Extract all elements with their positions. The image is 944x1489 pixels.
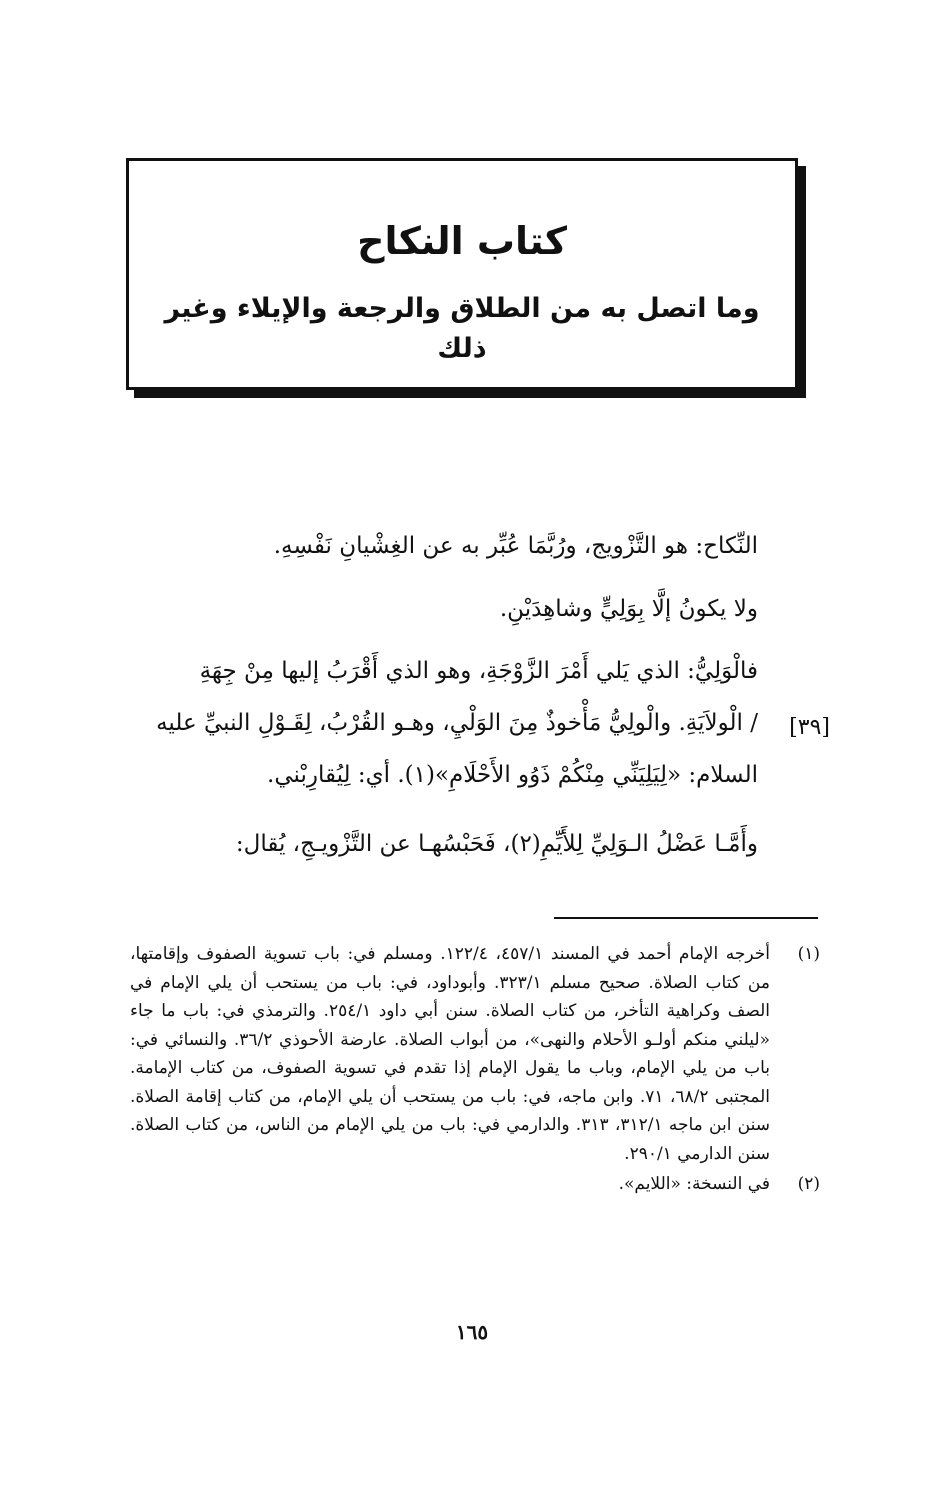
footnote-divider: [554, 917, 818, 919]
chapter-subtitle: وما اتصل به من الطلاق والرجعة والإيلاء وغير ذلك: [164, 293, 760, 364]
paragraph-wali-definition: [118, 645, 758, 801]
footnote-text: أخرجه الإمام أحمد في المسند ٤٥٧/١، ١٢٢/٤. ومسلم في: باب تسوية الصفوف وإقامتها، من كتاب الصلاة. صحيح مسلم ٣٢٣/١. وأبوداود، في: باب من يستحب أن يلي الإمام في الصف وكراهية التأخر، من كتاب الصلاة. سنن أبي داود ٢٥٤/١. والترمذي في: باب ما جاء «ليلني منكم أولـو الأحلام والنهى»، من أبواب الصلاة. عارضة الأحوذي ٣٦/٢. والنسائي في: باب من يلي الإمام، وباب ما يقول الإمام إذا تقدم في تسوية الصفوف، من كتاب الإمامة. المجتبى ٦٨/٢، ٧١. وابن ماجه، في: باب من يستحب أن يلي الإمام، من كتاب إقامة الصلاة. سنن ابن ماجه ٣١٢/١، ٣١٣. والدارمي في: باب من يلي الإمام من الناس، من كتاب الصلاة. سنن الدارمي ٢٩٠/١.: [130, 944, 771, 1164]
footnote-item: [130, 1170, 820, 1199]
paragraph-line: فالْوَلِيُّ: الذي يَلي أَمْرَ الزَّوْجَةِ، وهو الذي أَقْرَبُ إليها مِنْ جِهَةِ: [199, 658, 758, 684]
margin-page-reference: [٣٩]: [789, 715, 830, 740]
paragraph-line: السلام: «لِيَلِيَنِّي مِنْكُمْ ذَوُو الأَحْلَامِ»(١). أي: لِيُقارِبْني.: [267, 762, 758, 788]
paragraph-adl: وأَمَّـا عَضْلُ الـوَلِيِّ لِلأَيِّمِ(٢)، فَحَبْسُهـا عن التَّزْويـجِ، يُقال:: [235, 831, 758, 857]
page-number: ١٦٥: [455, 1320, 489, 1344]
footnote-item: [130, 940, 820, 1168]
footnote-number: (١): [797, 944, 820, 964]
paragraph-line: / الْولاَيَةِ. والْولِيُّ مَأْخوذٌ مِنَ الوَلْيِ، وهـو القُرْبُ، لِقَـوْلِ النبيِّ عليه: [156, 710, 758, 736]
paragraph-wali-requirement: ولا يكونُ إلَّا بِوَلِيٍّ وشاهِدَيْنِ.: [499, 596, 758, 622]
chapter-title: كتاب النكاح: [357, 219, 567, 263]
chapter-title-box: [126, 158, 798, 390]
footnotes: [130, 940, 820, 1201]
footnote-number: (٢): [797, 1174, 820, 1194]
footnote-text: في النسخة: «اللايم».: [618, 1174, 770, 1194]
paragraph-nikah-definition: النِّكاح: هو التَّزْويج، ورُبَّمَا عُبِّر به عن الغِشْيانِ نَفْسِهِ.: [273, 533, 758, 559]
